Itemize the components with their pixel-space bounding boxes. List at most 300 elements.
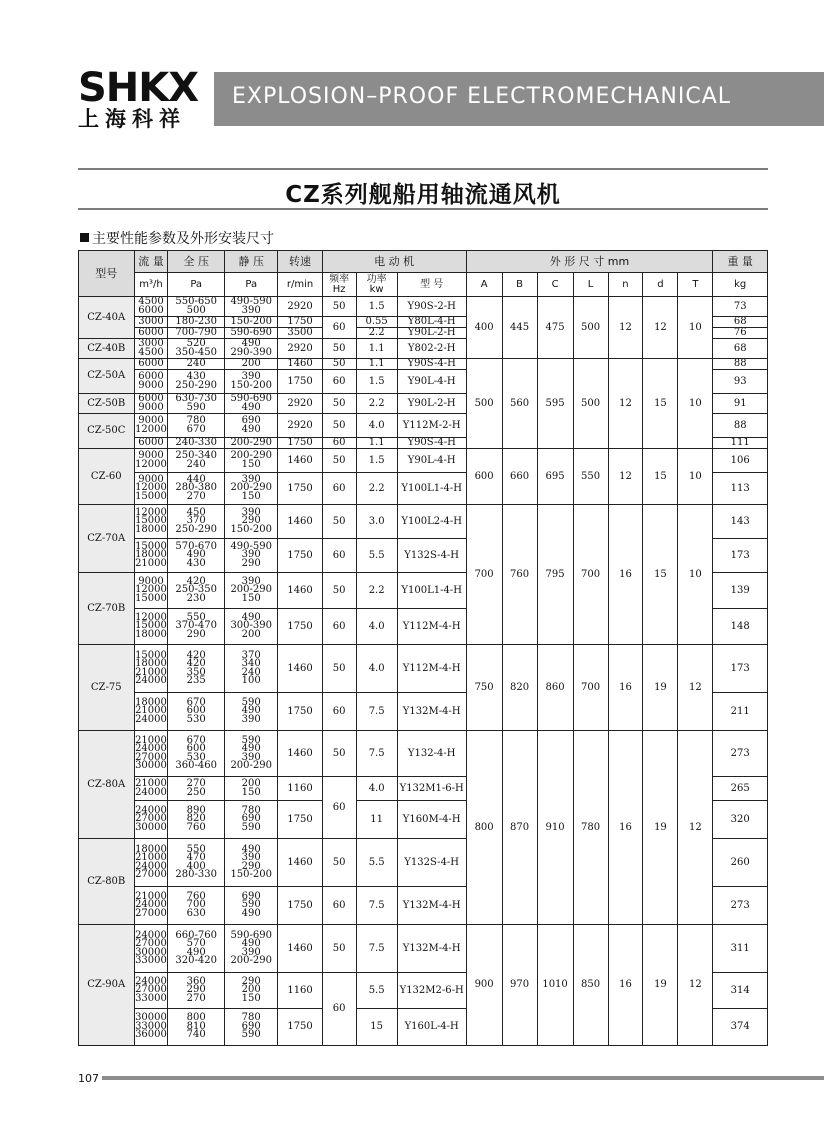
speed-cell: 1160 bbox=[278, 973, 322, 1009]
frequency-cell: 50 bbox=[322, 339, 356, 359]
motor-type-cell: Y112M-4-H bbox=[397, 609, 466, 645]
power-cell: 1.5 bbox=[356, 297, 397, 317]
square-bullet-icon bbox=[80, 233, 89, 242]
weight-cell: 76 bbox=[713, 328, 768, 339]
flow-cell: 21000 24000 27000 30000 bbox=[134, 731, 168, 777]
dim-b-cell: 820 bbox=[502, 645, 537, 731]
motor-type-cell: Y132M2-6-H bbox=[397, 973, 466, 1009]
power-cell: 2.2 bbox=[356, 394, 397, 414]
dim-n-cell: 16 bbox=[608, 505, 643, 645]
static-pressure-cell: 200 150 bbox=[224, 777, 277, 801]
speed-cell: 1460 bbox=[278, 573, 322, 609]
motor-type-cell: Y112M-4-H bbox=[397, 645, 466, 693]
speed-cell: 1750 bbox=[278, 1009, 322, 1046]
power-cell: 2.2 bbox=[356, 328, 397, 339]
unit-speed: r/min bbox=[278, 273, 322, 297]
model-cell: CZ-50C bbox=[79, 414, 135, 449]
dim-l-cell: 780 bbox=[573, 731, 608, 925]
static-pressure-cell: 590-690 bbox=[224, 328, 277, 339]
frequency-cell: 60 bbox=[322, 777, 356, 839]
motor-type-cell: Y802-2-H bbox=[397, 339, 466, 359]
logo-text-en: SHKX bbox=[78, 65, 199, 111]
total-pressure-cell: 550 370-470 290 bbox=[168, 609, 225, 645]
table-row bbox=[79, 449, 768, 473]
power-cell: 4.0 bbox=[356, 777, 397, 801]
col-header-flow: 流 量 bbox=[134, 251, 168, 273]
frequency-cell: 60 bbox=[322, 317, 356, 339]
total-pressure-cell: 670 600 530 360-460 bbox=[168, 731, 225, 777]
dim-n-cell: 12 bbox=[608, 297, 643, 359]
weight-cell: 68 bbox=[713, 317, 768, 328]
dim-c-cell: 695 bbox=[537, 449, 573, 505]
total-pressure-cell: 660-760 570 490 320-420 bbox=[168, 925, 225, 973]
flow-cell: 15000 18000 21000 24000 bbox=[134, 645, 168, 693]
static-pressure-cell: 370 340 240 100 bbox=[224, 645, 277, 693]
freq-label: 频率 bbox=[329, 273, 350, 285]
total-pressure-cell: 700-790 bbox=[168, 328, 225, 339]
weight-cell: 88 bbox=[713, 414, 768, 438]
flow-cell: 3000 4500 bbox=[134, 339, 168, 359]
power-cell: 4.0 bbox=[356, 414, 397, 438]
power-cell: 4.0 bbox=[356, 645, 397, 693]
motor-type-cell: Y80L-4-H bbox=[397, 317, 466, 328]
frequency-cell: 50 bbox=[322, 449, 356, 473]
table-row bbox=[79, 505, 768, 539]
dim-c-cell: 595 bbox=[537, 359, 573, 449]
weight-cell: 111 bbox=[713, 438, 768, 449]
dim-c-cell: 910 bbox=[537, 731, 573, 925]
weight-cell: 139 bbox=[713, 573, 768, 609]
model-cell: CZ-60 bbox=[79, 449, 135, 505]
speed-cell: 1750 bbox=[278, 438, 322, 449]
frequency-cell: 60 bbox=[322, 539, 356, 573]
frequency-cell: 60 bbox=[322, 370, 356, 394]
total-pressure-cell: 630-730 590 bbox=[168, 394, 225, 414]
col-header-speed: 转速 bbox=[278, 251, 322, 273]
freq-unit: Hz bbox=[332, 283, 346, 295]
banner-text: EXPLOSION–PROOF ELECTROMECHANICAL bbox=[232, 84, 731, 109]
weight-cell: 265 bbox=[713, 777, 768, 801]
flow-cell: 4500 6000 bbox=[134, 297, 168, 317]
col-header-motor: 电 动 机 bbox=[322, 251, 466, 273]
frequency-cell: 50 bbox=[322, 839, 356, 887]
frequency-cell: 60 bbox=[322, 693, 356, 731]
model-cell: CZ-70A bbox=[79, 505, 135, 573]
dim-l-cell: 500 bbox=[573, 297, 608, 359]
col-header-frequency bbox=[322, 273, 356, 297]
speed-cell: 2920 bbox=[278, 339, 322, 359]
dim-d-cell: 15 bbox=[643, 449, 678, 505]
weight-cell: 106 bbox=[713, 449, 768, 473]
flow-cell: 6000 bbox=[134, 438, 168, 449]
power-cell: 1.1 bbox=[356, 339, 397, 359]
model-cell: CZ-80A bbox=[79, 731, 135, 839]
speed-cell: 2920 bbox=[278, 394, 322, 414]
power-cell: 7.5 bbox=[356, 887, 397, 925]
motor-type-cell: Y90S-4-H bbox=[397, 359, 466, 370]
power-cell: 0.55 bbox=[356, 317, 397, 328]
total-pressure-cell: 250-340 240 bbox=[168, 449, 225, 473]
logo-text-cn: 上海科祥 bbox=[78, 107, 186, 131]
power-cell: 5.5 bbox=[356, 973, 397, 1009]
motor-type-cell: Y100L2-4-H bbox=[397, 505, 466, 539]
total-pressure-cell: 240-330 bbox=[168, 438, 225, 449]
frequency-cell: 60 bbox=[322, 887, 356, 925]
model-cell: CZ-75 bbox=[79, 645, 135, 731]
weight-cell: 211 bbox=[713, 693, 768, 731]
power-cell: 5.5 bbox=[356, 839, 397, 887]
col-header-motor-type: 型 号 bbox=[397, 273, 466, 297]
motor-type-cell: Y132M-4-H bbox=[397, 693, 466, 731]
flow-cell: 12000 15000 18000 bbox=[134, 609, 168, 645]
speed-cell: 1460 bbox=[278, 359, 322, 370]
weight-cell: 320 bbox=[713, 801, 768, 839]
dim-t-cell: 12 bbox=[678, 925, 713, 1046]
frequency-cell: 50 bbox=[322, 359, 356, 370]
weight-cell: 173 bbox=[713, 645, 768, 693]
frequency-cell: 60 bbox=[322, 438, 356, 449]
total-pressure-cell: 890 820 760 bbox=[168, 801, 225, 839]
dim-c-cell: 795 bbox=[537, 505, 573, 645]
col-header-dim-a: A bbox=[466, 273, 502, 297]
speed-cell: 1460 bbox=[278, 925, 322, 973]
weight-cell: 68 bbox=[713, 339, 768, 359]
weight-cell: 88 bbox=[713, 359, 768, 370]
speed-cell: 1750 bbox=[278, 539, 322, 573]
col-header-dimensions: 外 形 尺 寸 mm bbox=[466, 251, 713, 273]
col-header-dim-l: L bbox=[573, 273, 608, 297]
frequency-cell: 50 bbox=[322, 573, 356, 609]
dim-b-cell: 970 bbox=[502, 925, 537, 1046]
total-pressure-cell: 800 810 740 bbox=[168, 1009, 225, 1046]
dim-b-cell: 560 bbox=[502, 359, 537, 449]
motor-type-cell: Y132-4-H bbox=[397, 731, 466, 777]
header-banner bbox=[214, 72, 824, 126]
spec-table bbox=[78, 250, 768, 1046]
speed-cell: 1750 bbox=[278, 609, 322, 645]
brand-logo bbox=[78, 65, 203, 131]
total-pressure-cell: 550 470 400 280-330 bbox=[168, 839, 225, 887]
motor-type-cell: Y90L-4-H bbox=[397, 370, 466, 394]
static-pressure-cell: 200-290 bbox=[224, 438, 277, 449]
total-pressure-cell: 520 350-450 bbox=[168, 339, 225, 359]
model-cell: CZ-50B bbox=[79, 394, 135, 414]
power-unit: kw bbox=[369, 283, 384, 295]
total-pressure-cell: 550-650 500 bbox=[168, 297, 225, 317]
flow-cell: 6000 bbox=[134, 328, 168, 339]
section-heading bbox=[80, 228, 274, 248]
static-pressure-cell: 200-290 150 bbox=[224, 449, 277, 473]
dim-l-cell: 700 bbox=[573, 505, 608, 645]
table-row bbox=[79, 297, 768, 317]
motor-type-cell: Y100L1-4-H bbox=[397, 573, 466, 609]
speed-cell: 2920 bbox=[278, 414, 322, 438]
static-pressure-cell: 390 200-290 150 bbox=[224, 473, 277, 505]
model-cell: CZ-40B bbox=[79, 339, 135, 359]
unit-static-pressure: Pa bbox=[224, 273, 277, 297]
unit-weight: kg bbox=[713, 273, 768, 297]
flow-cell: 30000 33000 36000 bbox=[134, 1009, 168, 1046]
static-pressure-cell: 490 390 290 150-200 bbox=[224, 839, 277, 887]
weight-cell: 91 bbox=[713, 394, 768, 414]
motor-type-cell: Y132S-4-H bbox=[397, 539, 466, 573]
speed-cell: 1750 bbox=[278, 887, 322, 925]
static-pressure-cell: 590-690 490 bbox=[224, 394, 277, 414]
total-pressure-cell: 450 370 250-290 bbox=[168, 505, 225, 539]
flow-cell: 3000 bbox=[134, 317, 168, 328]
footer-bar bbox=[102, 1076, 824, 1080]
col-header-dim-t: T bbox=[678, 273, 713, 297]
speed-cell: 2920 bbox=[278, 297, 322, 317]
table-row bbox=[79, 645, 768, 693]
dim-t-cell: 10 bbox=[678, 359, 713, 449]
total-pressure-cell: 440 280-380 270 bbox=[168, 473, 225, 505]
power-cell: 7.5 bbox=[356, 925, 397, 973]
weight-cell: 260 bbox=[713, 839, 768, 887]
col-header-dim-c: C bbox=[537, 273, 573, 297]
speed-cell: 1460 bbox=[278, 839, 322, 887]
dim-b-cell: 445 bbox=[502, 297, 537, 359]
motor-type-cell: Y160M-4-H bbox=[397, 801, 466, 839]
speed-cell: 1750 bbox=[278, 317, 322, 328]
power-cell: 3.0 bbox=[356, 505, 397, 539]
dim-a-cell: 900 bbox=[466, 925, 502, 1046]
frequency-cell: 60 bbox=[322, 973, 356, 1046]
frequency-cell: 50 bbox=[322, 414, 356, 438]
static-pressure-cell: 290 200 150 bbox=[224, 973, 277, 1009]
dim-n-cell: 16 bbox=[608, 645, 643, 731]
power-cell: 1.5 bbox=[356, 370, 397, 394]
flow-cell: 9000 12000 15000 bbox=[134, 473, 168, 505]
flow-cell: 18000 21000 24000 bbox=[134, 693, 168, 731]
frequency-cell: 50 bbox=[322, 297, 356, 317]
col-header-power bbox=[356, 273, 397, 297]
speed-cell: 1460 bbox=[278, 449, 322, 473]
static-pressure-cell: 590-690 490 390 200-290 bbox=[224, 925, 277, 973]
dim-a-cell: 700 bbox=[466, 505, 502, 645]
dim-c-cell: 475 bbox=[537, 297, 573, 359]
flow-cell: 6000 bbox=[134, 359, 168, 370]
page-title: CZ系列舰船用轴流通风机 bbox=[285, 182, 561, 208]
model-cell: CZ-70B bbox=[79, 573, 135, 645]
dim-n-cell: 12 bbox=[608, 449, 643, 505]
header-row-2 bbox=[79, 273, 768, 297]
speed-cell: 1750 bbox=[278, 801, 322, 839]
model-cell: CZ-90A bbox=[79, 925, 135, 1046]
power-cell: 5.5 bbox=[356, 539, 397, 573]
title-rule-top bbox=[78, 168, 768, 170]
page-number: 107 bbox=[78, 1072, 99, 1085]
total-pressure-cell: 670 600 530 bbox=[168, 693, 225, 731]
weight-cell: 93 bbox=[713, 370, 768, 394]
flow-cell: 21000 24000 27000 bbox=[134, 887, 168, 925]
motor-type-cell: Y90S-2-H bbox=[397, 297, 466, 317]
col-header-total-pressure: 全 压 bbox=[168, 251, 225, 273]
frequency-cell: 50 bbox=[322, 505, 356, 539]
speed-cell: 1460 bbox=[278, 731, 322, 777]
weight-cell: 273 bbox=[713, 731, 768, 777]
flow-cell: 18000 21000 24000 27000 bbox=[134, 839, 168, 887]
static-pressure-cell: 690 490 bbox=[224, 414, 277, 438]
speed-cell: 3500 bbox=[278, 328, 322, 339]
dim-a-cell: 500 bbox=[466, 359, 502, 449]
dim-a-cell: 750 bbox=[466, 645, 502, 731]
dim-a-cell: 600 bbox=[466, 449, 502, 505]
motor-type-cell: Y90S-4-H bbox=[397, 438, 466, 449]
weight-cell: 73 bbox=[713, 297, 768, 317]
flow-cell: 15000 18000 21000 bbox=[134, 539, 168, 573]
static-pressure-cell: 490-590 390 290 bbox=[224, 539, 277, 573]
static-pressure-cell: 490-590 390 bbox=[224, 297, 277, 317]
col-header-weight: 重 量 bbox=[713, 251, 768, 273]
speed-cell: 1160 bbox=[278, 777, 322, 801]
static-pressure-cell: 390 290 150-200 bbox=[224, 505, 277, 539]
speed-cell: 1750 bbox=[278, 473, 322, 505]
frequency-cell: 60 bbox=[322, 473, 356, 505]
speed-cell: 1460 bbox=[278, 645, 322, 693]
flow-cell: 9000 12000 bbox=[134, 414, 168, 438]
weight-cell: 273 bbox=[713, 887, 768, 925]
flow-cell: 24000 27000 30000 33000 bbox=[134, 925, 168, 973]
static-pressure-cell: 200 bbox=[224, 359, 277, 370]
flow-cell: 6000 9000 bbox=[134, 394, 168, 414]
dim-t-cell: 12 bbox=[678, 731, 713, 925]
total-pressure-cell: 570-670 490 430 bbox=[168, 539, 225, 573]
dim-d-cell: 19 bbox=[643, 645, 678, 731]
power-cell: 7.5 bbox=[356, 693, 397, 731]
motor-type-cell: Y132M-4-H bbox=[397, 887, 466, 925]
unit-flow: m³/h bbox=[134, 273, 168, 297]
power-label: 功率 bbox=[366, 273, 387, 285]
power-cell: 1.1 bbox=[356, 359, 397, 370]
static-pressure-cell: 780 690 590 bbox=[224, 1009, 277, 1046]
dim-c-cell: 860 bbox=[537, 645, 573, 731]
dim-l-cell: 550 bbox=[573, 449, 608, 505]
dim-d-cell: 12 bbox=[643, 297, 678, 359]
total-pressure-cell: 270 250 bbox=[168, 777, 225, 801]
flow-cell: 24000 27000 33000 bbox=[134, 973, 168, 1009]
weight-cell: 143 bbox=[713, 505, 768, 539]
dim-d-cell: 15 bbox=[643, 505, 678, 645]
power-cell: 1.5 bbox=[356, 449, 397, 473]
speed-cell: 1750 bbox=[278, 370, 322, 394]
flow-cell: 9000 12000 15000 bbox=[134, 573, 168, 609]
header-row-1 bbox=[79, 251, 768, 273]
speed-cell: 1460 bbox=[278, 505, 322, 539]
table-row bbox=[79, 359, 768, 370]
dim-t-cell: 10 bbox=[678, 505, 713, 645]
dim-c-cell: 1010 bbox=[537, 925, 573, 1046]
dim-l-cell: 850 bbox=[573, 925, 608, 1046]
motor-type-cell: Y132S-4-H bbox=[397, 839, 466, 887]
flow-cell: 6000 9000 bbox=[134, 370, 168, 394]
dim-d-cell: 15 bbox=[643, 359, 678, 449]
unit-total-pressure: Pa bbox=[168, 273, 225, 297]
static-pressure-cell: 780 690 590 bbox=[224, 801, 277, 839]
dim-l-cell: 500 bbox=[573, 359, 608, 449]
motor-type-cell: Y90L-4-H bbox=[397, 449, 466, 473]
total-pressure-cell: 240 bbox=[168, 359, 225, 370]
total-pressure-cell: 430 250-290 bbox=[168, 370, 225, 394]
total-pressure-cell: 760 700 630 bbox=[168, 887, 225, 925]
total-pressure-cell: 420 250-350 230 bbox=[168, 573, 225, 609]
model-cell: CZ-80B bbox=[79, 839, 135, 925]
weight-cell: 148 bbox=[713, 609, 768, 645]
frequency-cell: 50 bbox=[322, 731, 356, 777]
motor-type-cell: Y90L-2-H bbox=[397, 328, 466, 339]
power-cell: 2.2 bbox=[356, 473, 397, 505]
dim-l-cell: 700 bbox=[573, 645, 608, 731]
static-pressure-cell: 590 490 390 bbox=[224, 693, 277, 731]
flow-cell: 24000 27000 30000 bbox=[134, 801, 168, 839]
dim-d-cell: 19 bbox=[643, 731, 678, 925]
power-cell: 11 bbox=[356, 801, 397, 839]
weight-cell: 311 bbox=[713, 925, 768, 973]
dim-b-cell: 870 bbox=[502, 731, 537, 925]
weight-cell: 314 bbox=[713, 973, 768, 1009]
flow-cell: 12000 15000 18000 bbox=[134, 505, 168, 539]
dim-t-cell: 10 bbox=[678, 297, 713, 359]
col-header-dim-b: B bbox=[502, 273, 537, 297]
total-pressure-cell: 420 420 350 235 bbox=[168, 645, 225, 693]
dim-d-cell: 19 bbox=[643, 925, 678, 1046]
power-cell: 1.1 bbox=[356, 438, 397, 449]
static-pressure-cell: 590 490 390 200-290 bbox=[224, 731, 277, 777]
weight-cell: 173 bbox=[713, 539, 768, 573]
dim-t-cell: 12 bbox=[678, 645, 713, 731]
static-pressure-cell: 150-200 bbox=[224, 317, 277, 328]
motor-type-cell: Y100L1-4-H bbox=[397, 473, 466, 505]
power-cell: 7.5 bbox=[356, 731, 397, 777]
motor-type-cell: Y90L-2-H bbox=[397, 394, 466, 414]
section-title: 主要性能参数及外形安装尺寸 bbox=[92, 231, 274, 247]
table-row bbox=[79, 925, 768, 973]
table-row bbox=[79, 731, 768, 777]
flow-cell: 21000 24000 bbox=[134, 777, 168, 801]
frequency-cell: 50 bbox=[322, 394, 356, 414]
motor-type-cell: Y132M-4-H bbox=[397, 925, 466, 973]
static-pressure-cell: 390 200-290 150 bbox=[224, 573, 277, 609]
dim-b-cell: 660 bbox=[502, 449, 537, 505]
static-pressure-cell: 490 300-390 200 bbox=[224, 609, 277, 645]
frequency-cell: 50 bbox=[322, 925, 356, 973]
col-header-static-pressure: 静 压 bbox=[224, 251, 277, 273]
frequency-cell: 50 bbox=[322, 645, 356, 693]
weight-cell: 374 bbox=[713, 1009, 768, 1046]
power-cell: 4.0 bbox=[356, 609, 397, 645]
title-rule-bottom bbox=[78, 208, 768, 210]
dim-a-cell: 800 bbox=[466, 731, 502, 925]
motor-type-cell: Y132M1-6-H bbox=[397, 777, 466, 801]
col-header-dim-n: n bbox=[608, 273, 643, 297]
motor-type-cell: Y112M-2-H bbox=[397, 414, 466, 438]
col-header-model: 型号 bbox=[79, 251, 135, 297]
dim-n-cell: 12 bbox=[608, 359, 643, 449]
total-pressure-cell: 180-230 bbox=[168, 317, 225, 328]
dim-n-cell: 16 bbox=[608, 731, 643, 925]
model-cell: CZ-40A bbox=[79, 297, 135, 339]
static-pressure-cell: 690 590 490 bbox=[224, 887, 277, 925]
dim-t-cell: 10 bbox=[678, 449, 713, 505]
total-pressure-cell: 780 670 bbox=[168, 414, 225, 438]
flow-cell: 9000 12000 bbox=[134, 449, 168, 473]
dim-b-cell: 760 bbox=[502, 505, 537, 645]
total-pressure-cell: 360 290 270 bbox=[168, 973, 225, 1009]
power-cell: 15 bbox=[356, 1009, 397, 1046]
motor-type-cell: Y160L-4-H bbox=[397, 1009, 466, 1046]
model-cell: CZ-50A bbox=[79, 359, 135, 394]
frequency-cell: 60 bbox=[322, 609, 356, 645]
